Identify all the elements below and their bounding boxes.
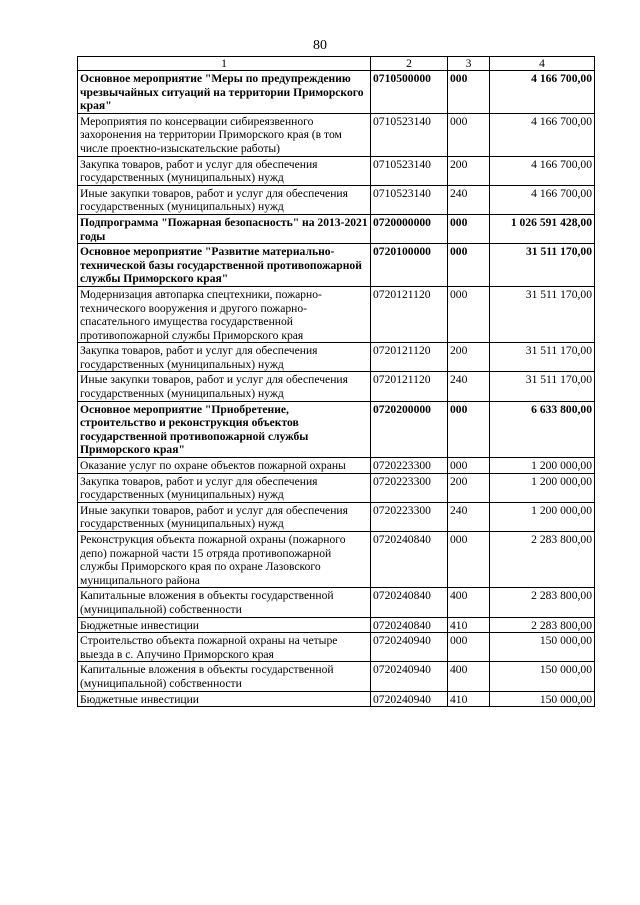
row-code-cell: 0710523140 (371, 185, 448, 214)
row-name-cell: Капитальные вложения в объекты государственной (муниципальной) собственности (78, 588, 371, 617)
table-row (78, 113, 595, 156)
row-name-cell: Бюджетные инвестиции (78, 691, 371, 707)
row-amount-cell: 31 511 170,00 (490, 343, 595, 372)
row-name-cell: Реконструкция объекта пожарной охраны (пожарного депо) пожарной части 15 отряда противопожарной службы Приморского края по охране Лазовского муниципального района (78, 532, 371, 588)
table-row (78, 633, 595, 662)
row-name-cell: Закупка товаров, работ и услуг для обеспечения государственных (муниципальных) нужд (78, 156, 371, 185)
row-name-cell: Иные закупки товаров, работ и услуг для обеспечения государственных (муниципальных) нужд (78, 502, 371, 531)
header-col-2: 2 (371, 57, 448, 71)
budget-table-body (78, 57, 595, 707)
row-code-cell: 0720223300 (371, 502, 448, 531)
row-type-cell: 000 (448, 113, 490, 156)
table-row (78, 185, 595, 214)
row-type-cell: 000 (448, 532, 490, 588)
row-type-cell: 000 (448, 633, 490, 662)
table-row (78, 458, 595, 474)
header-col-1: 1 (78, 57, 371, 71)
row-name-cell: Оказание услуг по охране объектов пожарной охраны (78, 458, 371, 474)
row-type-cell: 240 (448, 372, 490, 401)
row-amount-cell: 4 166 700,00 (490, 185, 595, 214)
table-row (78, 372, 595, 401)
row-amount-cell: 1 200 000,00 (490, 502, 595, 531)
table-row (78, 401, 595, 457)
row-code-cell: 0720200000 (371, 401, 448, 457)
header-col-4: 4 (490, 57, 595, 71)
row-name-cell: Иные закупки товаров, работ и услуг для обеспечения государственных (муниципальных) нужд (78, 372, 371, 401)
row-type-cell: 410 (448, 691, 490, 707)
row-amount-cell: 6 633 800,00 (490, 401, 595, 457)
row-type-cell: 240 (448, 502, 490, 531)
row-type-cell: 000 (448, 71, 490, 114)
table-row (78, 244, 595, 287)
row-code-cell: 0720223300 (371, 473, 448, 502)
row-type-cell: 000 (448, 458, 490, 474)
table-row (78, 71, 595, 114)
row-amount-cell: 2 283 800,00 (490, 617, 595, 633)
row-code-cell: 0720121120 (371, 372, 448, 401)
row-type-cell: 000 (448, 244, 490, 287)
row-code-cell: 0720100000 (371, 244, 448, 287)
table-header-row (78, 57, 595, 71)
row-amount-cell: 4 166 700,00 (490, 156, 595, 185)
row-name-cell: Основное мероприятие "Развитие материально-технической базы государственной противопожарной службы Приморского края" (78, 244, 371, 287)
row-amount-cell: 1 200 000,00 (490, 473, 595, 502)
row-name-cell: Модернизация автопарка спецтехники, пожарно-технического вооружения и другого пожарно-спасательного имущества государственной противопожарной службы Приморского края (78, 286, 371, 342)
row-type-cell: 240 (448, 185, 490, 214)
table-row (78, 156, 595, 185)
row-type-cell: 000 (448, 401, 490, 457)
row-amount-cell: 1 200 000,00 (490, 458, 595, 474)
row-code-cell: 0720240940 (371, 691, 448, 707)
table-row (78, 532, 595, 588)
row-amount-cell: 150 000,00 (490, 633, 595, 662)
row-amount-cell: 4 166 700,00 (490, 71, 595, 114)
row-type-cell: 200 (448, 473, 490, 502)
row-code-cell: 0710523140 (371, 113, 448, 156)
row-type-cell: 200 (448, 343, 490, 372)
row-amount-cell: 150 000,00 (490, 691, 595, 707)
table-row (78, 286, 595, 342)
row-name-cell: Закупка товаров, работ и услуг для обеспечения государственных (муниципальных) нужд (78, 343, 371, 372)
row-name-cell: Подпрограмма "Пожарная безопасность" на 2013-2021 годы (78, 214, 371, 243)
row-code-cell: 0720240940 (371, 662, 448, 691)
row-code-cell: 0720240840 (371, 617, 448, 633)
table-row (78, 662, 595, 691)
row-name-cell: Основное мероприятие "Приобретение, строительство и реконструкция объектов государственной противопожарной службы Приморского края" (78, 401, 371, 457)
table-row (78, 691, 595, 707)
row-type-cell: 200 (448, 156, 490, 185)
row-type-cell: 000 (448, 286, 490, 342)
row-code-cell: 0720121120 (371, 343, 448, 372)
row-name-cell: Закупка товаров, работ и услуг для обеспечения государственных (муниципальных) нужд (78, 473, 371, 502)
row-name-cell: Основное мероприятие "Меры по предупреждению чрезвычайных ситуаций на территории Приморского края" (78, 71, 371, 114)
row-code-cell: 0710500000 (371, 71, 448, 114)
row-amount-cell: 31 511 170,00 (490, 286, 595, 342)
page-number: 80 (313, 38, 327, 53)
row-type-cell: 400 (448, 588, 490, 617)
row-type-cell: 400 (448, 662, 490, 691)
row-amount-cell: 2 283 800,00 (490, 532, 595, 588)
table-row (78, 502, 595, 531)
row-name-cell: Мероприятия по консервации сибиреязвенного захоронения на территории Приморского края (в том числе проектно-изыскательские работы) (78, 113, 371, 156)
row-amount-cell: 150 000,00 (490, 662, 595, 691)
row-code-cell: 0710523140 (371, 156, 448, 185)
row-name-cell: Строительство объекта пожарной охраны на четыре выезда в с. Апучино Приморского края (78, 633, 371, 662)
row-name-cell: Иные закупки товаров, работ и услуг для обеспечения государственных (муниципальных) нужд (78, 185, 371, 214)
header-col-3: 3 (448, 57, 490, 71)
row-code-cell: 0720240940 (371, 633, 448, 662)
row-amount-cell: 4 166 700,00 (490, 113, 595, 156)
table-row (78, 473, 595, 502)
row-code-cell: 0720240840 (371, 532, 448, 588)
budget-table (77, 56, 595, 707)
row-amount-cell: 2 283 800,00 (490, 588, 595, 617)
row-code-cell: 0720240840 (371, 588, 448, 617)
row-name-cell: Бюджетные инвестиции (78, 617, 371, 633)
row-name-cell: Капитальные вложения в объекты государственной (муниципальной) собственности (78, 662, 371, 691)
row-amount-cell: 1 026 591 428,00 (490, 214, 595, 243)
row-code-cell: 0720121120 (371, 286, 448, 342)
table-row (78, 617, 595, 633)
table-row (78, 343, 595, 372)
table-row (78, 588, 595, 617)
row-code-cell: 0720223300 (371, 458, 448, 474)
row-type-cell: 410 (448, 617, 490, 633)
row-amount-cell: 31 511 170,00 (490, 244, 595, 287)
row-amount-cell: 31 511 170,00 (490, 372, 595, 401)
table-row (78, 214, 595, 243)
row-code-cell: 0720000000 (371, 214, 448, 243)
row-type-cell: 000 (448, 214, 490, 243)
